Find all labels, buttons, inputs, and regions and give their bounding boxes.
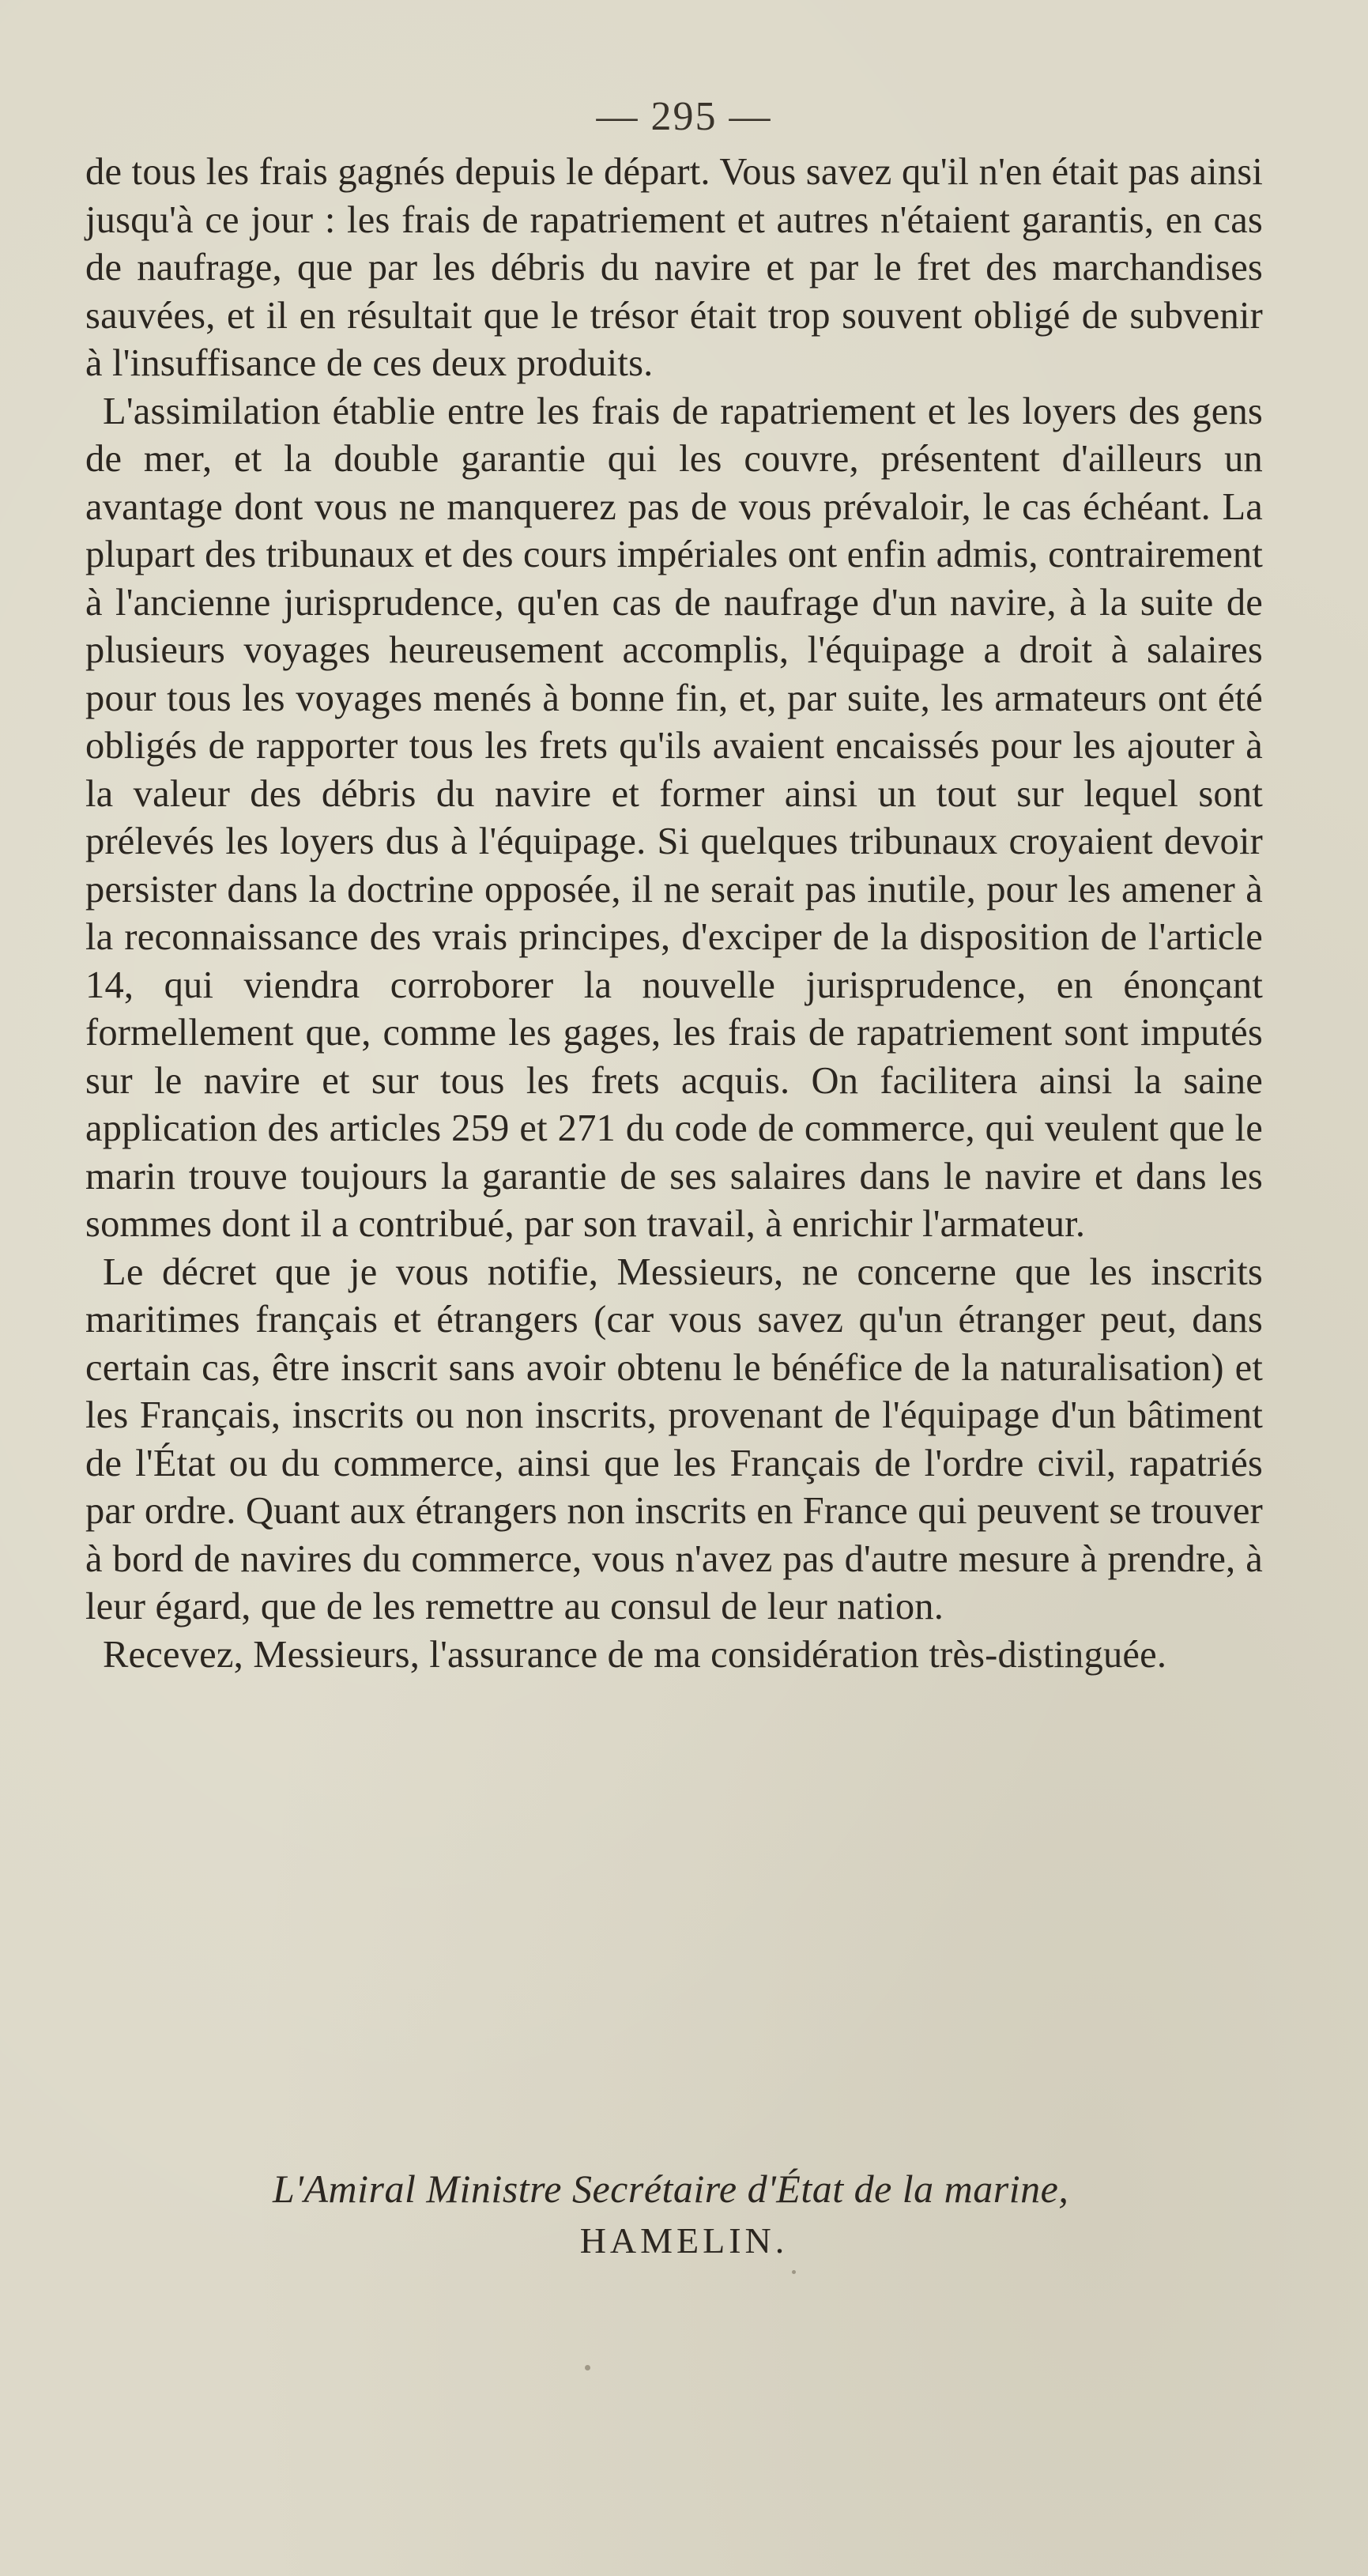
signature-name: HAMELIN. bbox=[579, 2220, 789, 2261]
paragraph-decret: Le décret que je vous notifie, Messieurs, ne concerne que les inscrits maritimes français et étrangers (car vous savez qu'un étranger peut, dans certain cas, être inscrit sans avoir obtenu le bénéfice de la naturalisation) et les Français, inscrits ou non inscrits, provenant de l'équipage d'un bâtiment de l'État ou du commerce, ainsi que les Français de l'ordre civil, rapatriés par ordre. Quant aux étrangers non inscrits en France qui peuvent se trouver à bord de navires du commerce, vous n'avez pas d'autre mesure à prendre, à leur égard, que de les remettre au consul de leur nation. bbox=[85, 1250, 1263, 1627]
paragraph-continuation: de tous les frais gagnés depuis le départ. Vous savez qu'il n'en était pas ainsi jusqu'à ce jour : les frais de rapatriement et autres n'étaient garantis, en cas de naufrage, que par les débris du navire et par le fret des marchandises sauvées, et il en résultait que le trésor était trop souvent obligé de subvenir à l'insuffisance de ces deux produits. bbox=[85, 151, 1263, 384]
paragraph-closing: Recevez, Messieurs, l'assurance de ma considération très-distinguée. bbox=[103, 1633, 1167, 1676]
paper-speck bbox=[792, 2270, 796, 2274]
body-text bbox=[85, 149, 1263, 1679]
paragraph-assimilation: L'assimilation établie entre les frais de rapatriement et les loyers des gens de mer, et la double garantie qui les couvre, présentent d'ailleurs un avantage dont vous ne manquerez pas de vous prévaloir, le cas échéant. La plupart des tribunaux et des cours impériales ont enfin admis, contrairement à l'ancienne jurisprudence, qu'en cas de naufrage d'un navire, à la suite de plusieurs voyages heureusement accomplis, l'équipage a droit à salaires pour tous les voyages menés à bonne fin, et, par suite, les armateurs ont été obligés de rapporter tous les frets qu'ils avaient encaissés pour les ajouter à la valeur des débris du navire et former ainsi un tout sur lequel sont prélevés les loyers dus à l'équipage. Si quelques tribunaux croyaient devoir persister dans la doctrine opposée, il ne serait pas inutile, pour les amener à la reconnaissance des vrais principes, d'exciper de la disposition de l'article 14, qui viendra corroborer la nouvelle jurisprudence, en énonçant formellement que, comme les gages, les frais de rapatriement sont imputés sur le navire et sur tous les frets acquis. On facilitera ainsi la saine application des articles 259 et 271 du code de commerce, qui veulent que le marin trouve toujours la garantie de ses salaires dans le navire et dans les sommes dont il a contribué, par son travail, à enrichir l'armateur. bbox=[85, 390, 1263, 1245]
signature-title: L'Amiral Ministre Secrétaire d'État de la marine, bbox=[273, 2167, 1069, 2211]
page-number: — 295 — bbox=[596, 94, 772, 139]
paper-speck bbox=[585, 2365, 590, 2370]
